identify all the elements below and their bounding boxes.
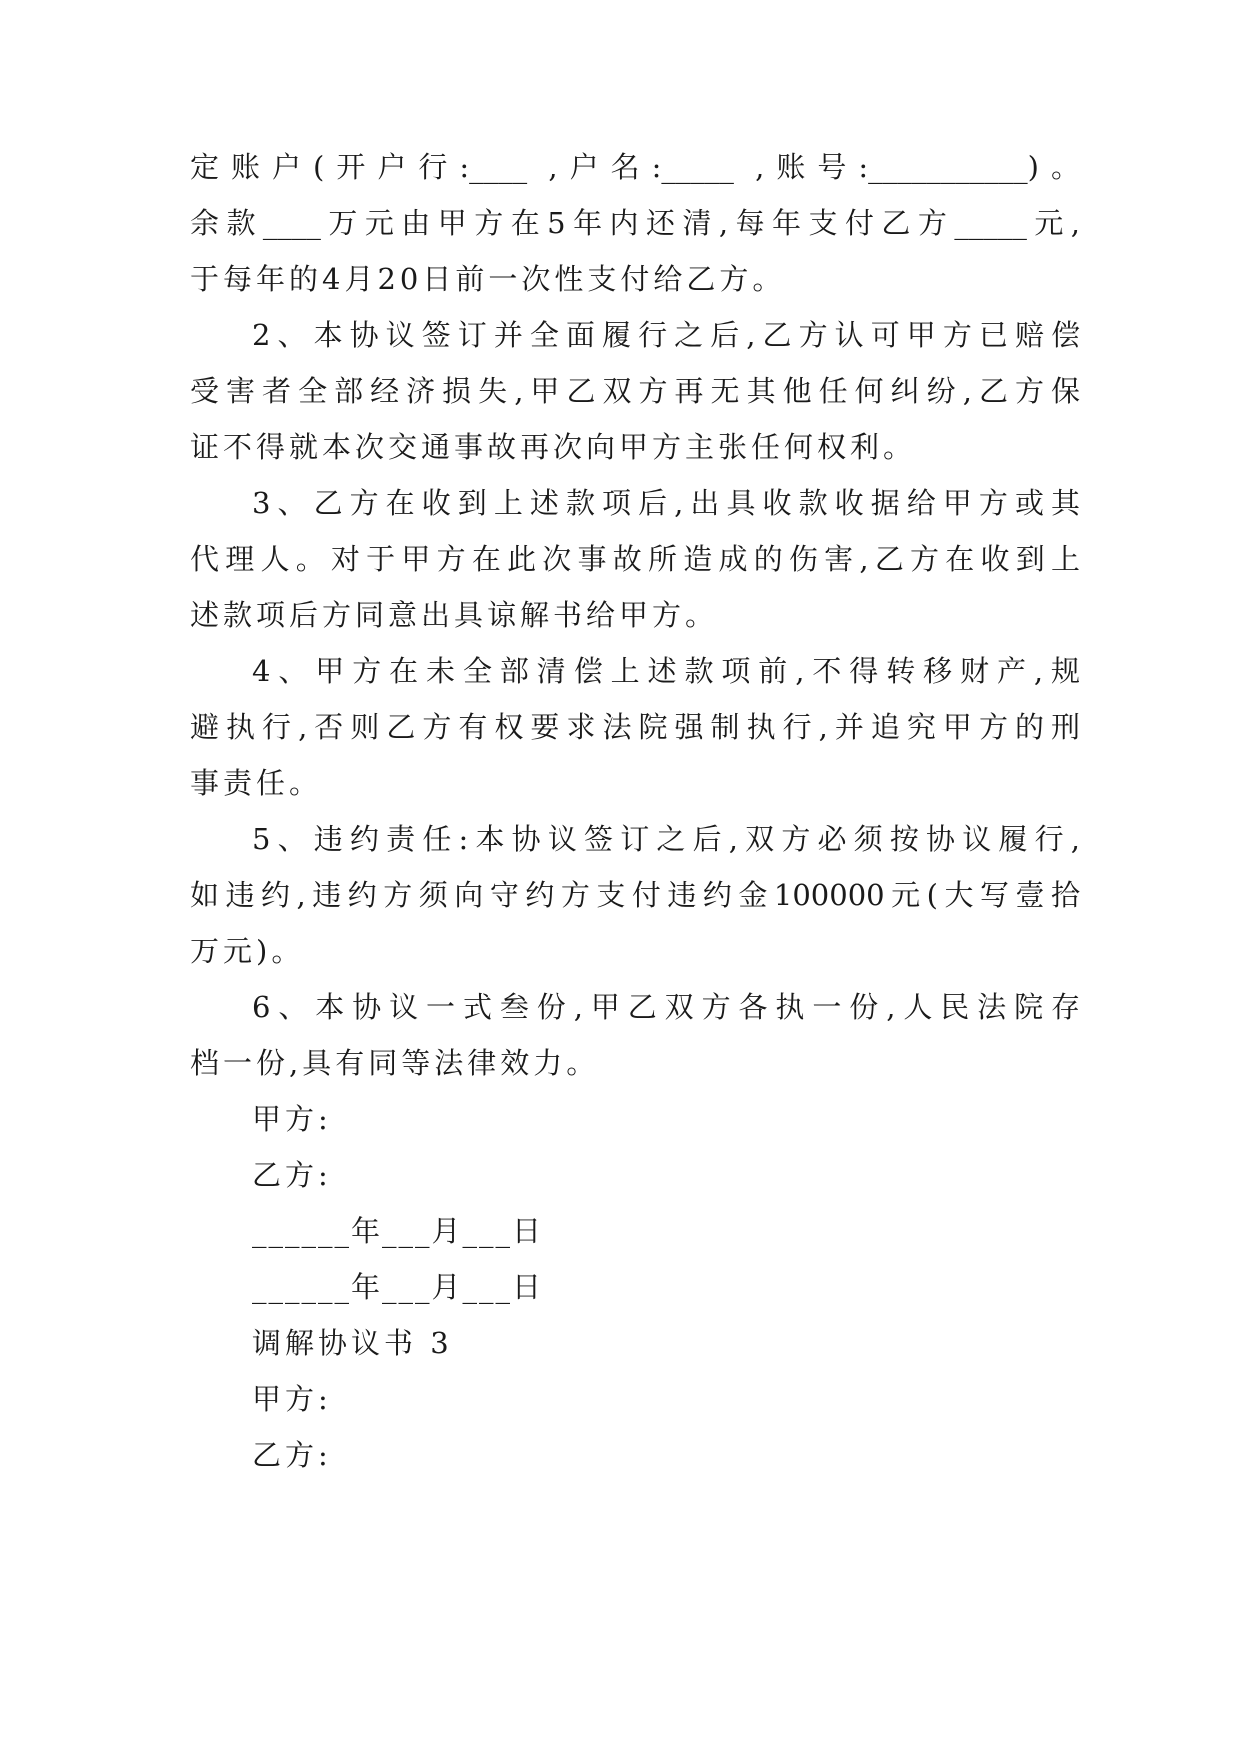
clause-4-line: 事责任。 xyxy=(190,766,323,800)
clause-2-line: 2、本协议签订并全面履行之后,乙方认可甲方已赔偿 xyxy=(252,318,1080,352)
clause-3-line: 3、乙方在收到上述款项后,出具收款收据给甲方或其 xyxy=(252,486,1080,520)
party-b-label: 乙方: xyxy=(252,1158,332,1192)
clause-2-line: 证不得就本次交通事故再次向甲方主张任何权利。 xyxy=(190,430,917,464)
clause-4-line: 避执行,否则乙方有权要求法院强制执行,并追究甲方的刑 xyxy=(190,710,1080,744)
date-line: ______年___月___日 xyxy=(252,1214,544,1248)
clause-3-line: 代理人。对于甲方在此次事故所造成的伤害,乙方在收到上 xyxy=(190,542,1080,576)
party-a-label: 甲方: xyxy=(252,1382,332,1416)
text-line: 于每年的4月20日前一次性支付给乙方。 xyxy=(190,262,786,296)
clause-6-line: 档一份,具有同等法律效力。 xyxy=(190,1046,600,1080)
text-line: 定账户(开户行:____ ,户名:_____ ,账号:___________)。 xyxy=(190,150,1080,184)
text-line: 余款____万元由甲方在5年内还清,每年支付乙方_____元, xyxy=(190,206,1080,240)
clause-2-line: 受害者全部经济损失,甲乙双方再无其他任何纠纷,乙方保 xyxy=(190,374,1080,408)
clause-3-line: 述款项后方同意出具谅解书给甲方。 xyxy=(190,598,719,632)
clause-5-line: 如违约,违约方须向守约方支付违约金100000元(大写壹拾 xyxy=(190,878,1080,912)
section-title: 调解协议书 3 xyxy=(252,1326,453,1360)
party-b-label: 乙方: xyxy=(252,1438,332,1472)
party-a-label: 甲方: xyxy=(252,1102,332,1136)
clause-6-line: 6、本协议一式叁份,甲乙双方各执一份,人民法院存 xyxy=(252,990,1080,1024)
clause-5-line: 万元)。 xyxy=(190,934,305,968)
clause-5-line: 5、违约责任:本协议签订之后,双方必须按协议履行, xyxy=(252,822,1080,856)
date-line: ______年___月___日 xyxy=(252,1270,544,1304)
clause-4-line: 4、甲方在未全部清偿上述款项前,不得转移财产,规 xyxy=(252,654,1080,688)
